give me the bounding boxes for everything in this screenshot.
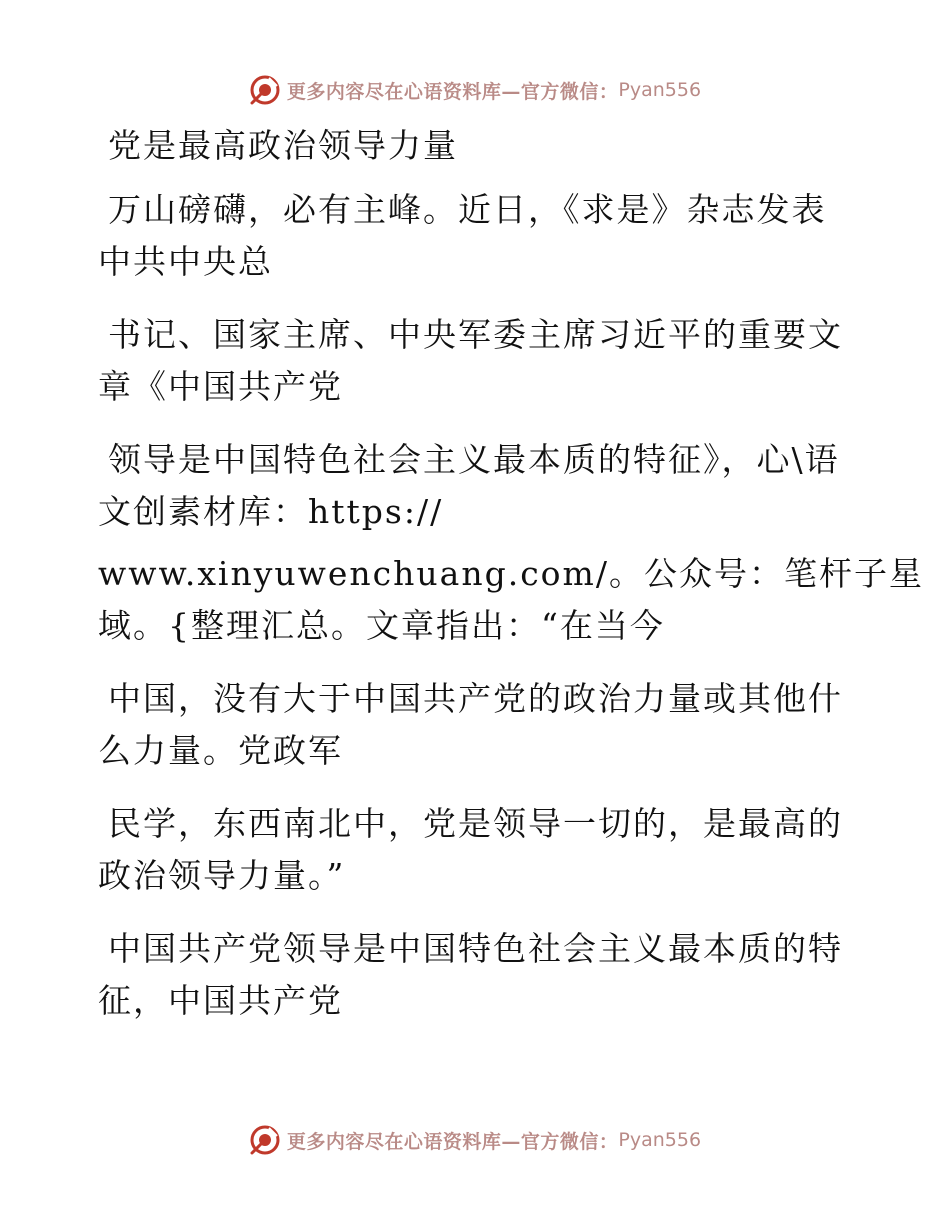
text-line: 政治领导力量。”	[98, 856, 346, 895]
text-line: 中国，没有大于中国共产党的政治力量或其他什	[108, 679, 843, 718]
text-line: 域。{整理汇总。文章指出：“在当今	[98, 606, 665, 645]
text-line: 民学，东西南北中，党是领导一切的，是最高的	[108, 804, 843, 843]
header-banner	[0, 70, 950, 110]
text-line: 党是最高政治领导力量	[108, 126, 458, 165]
text-line: 章《中国共产党	[98, 367, 343, 406]
text-line: www.xinyuwenchuang.com/。公众号：笔杆子星	[98, 554, 924, 593]
pen-circle-logo-icon	[249, 74, 281, 106]
text-line: 万山磅礴，必有主峰。近日，《求是》杂志发表	[108, 190, 827, 229]
document-body	[98, 126, 924, 1021]
pen-circle-logo-icon	[249, 1124, 281, 1156]
banner-wechat-id: Pyan556	[618, 79, 702, 101]
text-line: 领导是中国特色社会主义最本质的特征》，心\语	[108, 440, 840, 479]
banner-wechat-id: Pyan556	[618, 1129, 702, 1151]
text-line: 征，中国共产党	[98, 981, 343, 1020]
banner-text: 更多内容尽在心语资料库—官方微信：	[286, 80, 619, 103]
banner-text: 更多内容尽在心语资料库—官方微信：	[286, 1130, 619, 1153]
text-line: 文创素材库：https://	[98, 492, 444, 531]
text-line: 中国共产党领导是中国特色社会主义最本质的特	[108, 929, 843, 968]
text-line: 书记、国家主席、中央军委主席习近平的重要文	[108, 315, 843, 354]
footer-banner	[0, 1120, 950, 1160]
text-line: 么力量。党政军	[98, 731, 343, 770]
text-line: 中共中央总	[98, 242, 273, 281]
